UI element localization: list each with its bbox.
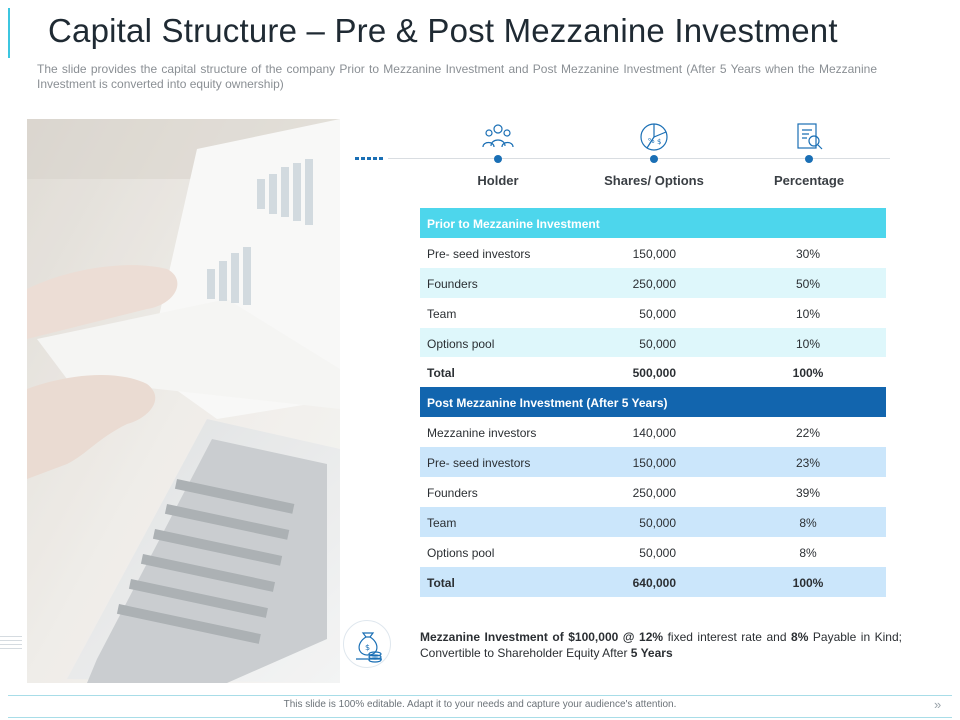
shares-cell: 250,000 <box>632 486 676 501</box>
shares-cell: 140,000 <box>632 426 676 441</box>
shares-cell: 50,000 <box>639 515 676 530</box>
shares-cell: 50,000 <box>639 306 676 321</box>
post-header-label: Post Mezzanine Investment (After 5 Years) <box>427 396 668 411</box>
report-magnifier-icon <box>792 120 826 154</box>
holder-cell: Team <box>427 306 457 321</box>
holder-cell: Options pool <box>427 336 495 351</box>
laptop-hands-photo <box>27 119 340 683</box>
shares-cell: 150,000 <box>632 246 676 261</box>
shares-cell: 250,000 <box>632 276 676 291</box>
footer-text: This slide is 100% editable. Adapt it to your needs and capture your audience's attention. <box>283 699 677 710</box>
percentage-cell: 8% <box>799 545 817 560</box>
note-bold-3: 5 Years <box>630 646 673 660</box>
percentage-cell: 10% <box>795 336 821 351</box>
note-bold-2: 8% <box>791 630 809 644</box>
holder-cell: Total <box>427 575 455 590</box>
table-row <box>420 537 886 567</box>
slide-title: Capital Structure – Pre & Post Mezzanine Investment <box>48 12 838 49</box>
connector-dots <box>355 157 383 160</box>
table-row <box>420 447 886 477</box>
note-text-1: fixed interest rate and <box>663 630 792 644</box>
holder-cell: Founders <box>427 276 478 291</box>
table-row <box>420 328 886 358</box>
holder-cell: Pre- seed investors <box>427 456 531 471</box>
shares-cell: 640,000 <box>632 575 676 590</box>
column-percentage <box>729 120 889 188</box>
svg-text:$: $ <box>365 643 371 652</box>
percentage-cell: 8% <box>799 515 817 530</box>
shares-cell: 50,000 <box>639 336 676 351</box>
percentage-dot <box>805 155 813 163</box>
post-total-row <box>420 567 886 597</box>
column-holder <box>418 120 578 188</box>
pre-header-label: Prior to Mezzanine Investment <box>427 217 600 231</box>
holder-dot <box>494 155 502 163</box>
people-group-icon <box>481 120 515 154</box>
money-bag-coins-icon <box>344 621 392 669</box>
note-text-2: Payable in Kind; Convertible to Shareholder Equity After <box>420 630 902 660</box>
percentage-cell: 10% <box>795 306 821 321</box>
table-row <box>420 268 886 298</box>
table-row <box>420 298 886 328</box>
holder-cell: Options pool <box>427 545 495 560</box>
capital-structure-table <box>420 208 886 597</box>
holder-label: Holder <box>477 173 519 188</box>
percentage-cell: 39% <box>795 486 821 501</box>
shares-cell: 500,000 <box>632 366 676 381</box>
note-bold-1: Mezzanine Investment of $100,000 @ 12% <box>420 630 664 644</box>
svg-text:%: % <box>648 137 655 145</box>
table-row <box>420 477 886 507</box>
slide-subtitle: The slide provides the capital structure of the company Prior to Mezzanine Investment and Post Mezzanine Investment (After 5 Years when the Mezzanine Investment is converted into equity ownership) <box>37 62 877 91</box>
pie-chart-money-icon <box>637 120 671 154</box>
percentage-cell: 100% <box>792 366 824 381</box>
footer-divider-bottom <box>8 717 952 718</box>
percentage-label: Percentage <box>773 173 845 188</box>
shares-cell: 150,000 <box>632 456 676 471</box>
table-row <box>420 417 886 447</box>
shares-label: Shares/ Options <box>604 173 704 188</box>
holder-cell: Total <box>427 366 455 381</box>
pre-total-row <box>420 357 886 387</box>
mezzanine-note <box>420 629 902 661</box>
post-section-header <box>420 387 886 417</box>
percentage-cell: 23% <box>795 456 821 471</box>
percentage-cell: 50% <box>795 276 821 291</box>
holder-cell: Team <box>427 515 457 530</box>
percentage-cell: 100% <box>792 575 824 590</box>
pre-section-header <box>420 208 886 238</box>
svg-text:$: $ <box>657 138 662 146</box>
percentage-cell: 30% <box>795 246 821 261</box>
footer-divider-top <box>8 695 952 696</box>
decorative-lines <box>0 636 22 650</box>
table-row <box>420 507 886 537</box>
next-arrow-icon[interactable]: » <box>934 697 942 712</box>
title-accent-bar <box>8 8 10 58</box>
holder-cell: Pre- seed investors <box>427 246 531 261</box>
percentage-cell: 22% <box>795 426 821 441</box>
shares-cell: 50,000 <box>639 545 676 560</box>
shares-dot <box>650 155 658 163</box>
table-row <box>420 238 886 268</box>
column-shares <box>574 120 734 188</box>
holder-cell: Mezzanine investors <box>427 426 537 441</box>
note-icon-circle <box>343 620 391 668</box>
holder-cell: Founders <box>427 486 478 501</box>
